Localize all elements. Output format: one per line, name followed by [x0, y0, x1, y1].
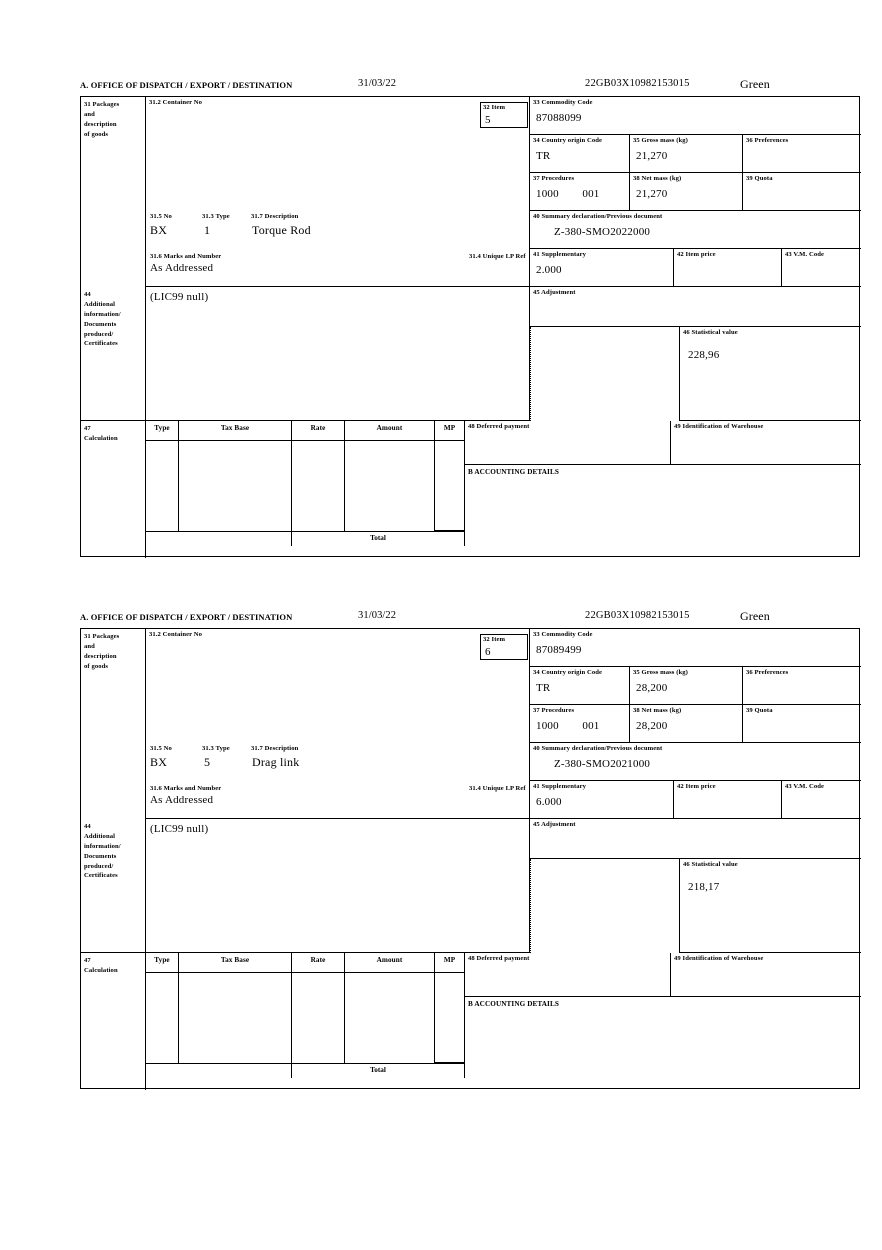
box-31-packages-label: 31 Packages and description of goods	[81, 97, 146, 287]
packages-description-value: Torque Rod	[252, 223, 311, 237]
vm-code-label-2: 43 V.M. Code	[785, 783, 825, 790]
item-price-label: 42 Item price	[677, 251, 716, 258]
calc-col-amount	[345, 441, 435, 531]
box-34-country-origin-2	[530, 667, 630, 705]
calc-header-mp-2: MP	[435, 953, 465, 973]
declaration-sheet-2	[80, 610, 862, 1089]
previous-document-value: Z-380-SMO2022000	[554, 226, 651, 238]
country-origin-label: 34 Country origin Code	[533, 137, 603, 144]
declaration-sheet-1	[80, 78, 862, 557]
box-41-supplementary	[530, 249, 674, 287]
box-44-label: 44 Additional information/ Documents produced/ Certificates	[81, 287, 146, 421]
calc-header-type: Type	[146, 421, 179, 441]
unique-ip-ref-label: 31.4 Unique I.P Ref	[469, 253, 526, 260]
vm-code-label: 43 V.M. Code	[785, 251, 825, 258]
item-label-2: 32 Item	[483, 636, 506, 643]
deferred-payment-label-2: 48 Deferred payment	[468, 955, 530, 962]
calc-total-left	[146, 531, 292, 546]
box-40-previous-document-2	[530, 743, 861, 781]
box-31-packages-area	[146, 97, 530, 287]
commodity-code-label: 33 Commodity Code	[533, 99, 593, 106]
adjustment-label: 45 Adjustment	[533, 289, 576, 296]
calc-header-mp: MP	[435, 421, 465, 441]
previous-document-value-2: Z-380-SMO2021000	[554, 758, 651, 770]
box-41-supplementary-2	[530, 781, 674, 819]
office-of-dispatch-label-2: A. OFFICE OF DISPATCH / EXPORT / DESTINATION	[80, 612, 293, 622]
box-44-additional-information-2	[146, 819, 530, 953]
deferred-payment-label: 48 Deferred payment	[468, 423, 530, 430]
packages-description-label: 31.7 Description	[251, 213, 299, 220]
box-32-item	[480, 102, 528, 128]
box-39-quota	[743, 173, 861, 211]
commodity-code-value: 87088099	[536, 112, 582, 124]
office-of-dispatch-label: A. OFFICE OF DISPATCH / EXPORT / DESTINATION	[80, 80, 293, 90]
box-35-gross-mass-2	[630, 667, 743, 705]
gross-mass-value-2: 28,200	[636, 682, 668, 694]
box-48-deferred-payment	[465, 421, 671, 465]
route-lane-status: Green	[740, 77, 770, 91]
packages-no-label: 31.5 No	[150, 213, 172, 220]
box-49-warehouse-2	[671, 953, 861, 997]
box-31-packages-label-2: 31 Packages and description of goods	[81, 629, 146, 819]
box-40-previous-document	[530, 211, 861, 249]
box-44-label-2: 44 Additional information/ Documents produced/ Certificates	[81, 819, 146, 953]
box-38-net-mass	[630, 173, 743, 211]
net-mass-value-2: 28,200	[636, 720, 668, 732]
box-47-label-2: 47 Calculation	[81, 953, 146, 1090]
box-31-packages-area-2	[146, 629, 530, 819]
container-no-label-2: 31.2 Container No	[149, 631, 203, 638]
gross-mass-value: 21,270	[636, 150, 668, 162]
calc-total-label-2: Total	[370, 1066, 386, 1074]
packages-type-label-2: 31.3 Type	[202, 745, 230, 752]
box-46-statistical-value-2	[679, 859, 861, 953]
country-origin-label-2: 34 Country origin Code	[533, 669, 603, 676]
country-origin-value: TR	[536, 150, 551, 162]
box-32-item-2	[480, 634, 528, 660]
packages-no-label-2: 31.5 No	[150, 745, 172, 752]
box-46-statistical-value	[679, 327, 861, 421]
movement-reference-number: 22GB03X10982153015	[585, 78, 690, 89]
commodity-code-label-2: 33 Commodity Code	[533, 631, 593, 638]
calc-col-rate-2	[292, 973, 345, 1063]
procedures-value: 1000 001	[536, 188, 600, 200]
previous-document-label-2: 40 Summary declaration/Previous document	[533, 745, 663, 752]
declaration-date: 31/03/22	[358, 78, 397, 89]
item-number-value: 5	[485, 114, 491, 126]
packages-type-value: 1	[204, 223, 211, 237]
statistical-value-label-2: 46 Statistical value	[683, 861, 738, 868]
warehouse-label-2: 49 Identification of Warehouse	[674, 955, 764, 962]
statistical-value-amount-2: 218,17	[688, 881, 720, 893]
box-b-accounting-details-2	[465, 997, 861, 1090]
calc-header-rate-2: Rate	[292, 953, 345, 973]
preferences-label-2: 36 Preferences	[746, 669, 789, 676]
calc-col-type	[146, 441, 179, 531]
supplementary-label: 41 Supplementary	[533, 251, 587, 258]
sheet-header-2	[80, 610, 862, 628]
quota-label: 39 Quota	[746, 175, 773, 182]
box-44-additional-information	[146, 287, 530, 421]
box-46-dotted-divider-2	[530, 859, 531, 953]
net-mass-value: 21,270	[636, 188, 668, 200]
calc-header-type-2: Type	[146, 953, 179, 973]
box-43-vm-code	[782, 249, 861, 287]
box-33-commodity-code-2	[530, 629, 861, 667]
box-43-vm-code-2	[782, 781, 861, 819]
item-number-value-2: 6	[485, 646, 491, 658]
calc-total-cell	[292, 531, 465, 546]
country-origin-value-2: TR	[536, 682, 551, 694]
gross-mass-label-2: 35 Gross mass (kg)	[633, 669, 688, 676]
box-47-label: 47 Calculation	[81, 421, 146, 558]
route-lane-status-2: Green	[740, 609, 770, 623]
calc-col-taxbase-2	[179, 973, 292, 1063]
procedures-value-2: 1000 001	[536, 720, 600, 732]
accounting-details-label-2: B ACCOUNTING DETAILS	[468, 1000, 559, 1008]
calc-total-label: Total	[370, 534, 386, 542]
statistical-value-amount: 228,96	[688, 349, 720, 361]
box-36-preferences	[743, 135, 861, 173]
statistical-value-label: 46 Statistical value	[683, 329, 738, 336]
box-45-adjustment-2	[530, 819, 861, 859]
gross-mass-label: 35 Gross mass (kg)	[633, 137, 688, 144]
calc-header-rate: Rate	[292, 421, 345, 441]
box-42-item-price-2	[674, 781, 782, 819]
marks-and-number-value: As Addressed	[150, 262, 214, 274]
calc-header-amount-2: Amount	[345, 953, 435, 973]
calc-col-rate	[292, 441, 345, 531]
packages-no-value-2: BX	[150, 755, 168, 769]
calc-header-taxbase-2: Tax Base	[179, 953, 292, 973]
supplementary-value-2: 6.000	[536, 796, 562, 808]
preferences-label: 36 Preferences	[746, 137, 789, 144]
warehouse-label: 49 Identification of Warehouse	[674, 423, 764, 430]
calc-col-taxbase	[179, 441, 292, 531]
unique-ip-ref-label-2: 31.4 Unique I.P Ref	[469, 785, 526, 792]
additional-information-value: (LIC99 null)	[150, 291, 209, 303]
supplementary-value: 2.000	[536, 264, 562, 276]
box-39-quota-2	[743, 705, 861, 743]
calc-header-amount: Amount	[345, 421, 435, 441]
movement-reference-number-2: 22GB03X10982153015	[585, 610, 690, 621]
declaration-box	[80, 96, 860, 557]
calc-total-cell-2	[292, 1063, 465, 1078]
calc-col-type-2	[146, 973, 179, 1063]
box-42-item-price	[674, 249, 782, 287]
calc-header-taxbase: Tax Base	[179, 421, 292, 441]
commodity-code-value-2: 87089499	[536, 644, 582, 656]
box-37-procedures	[530, 173, 630, 211]
container-no-label: 31.2 Container No	[149, 99, 203, 106]
net-mass-label: 38 Net mass (kg)	[633, 175, 682, 182]
calc-col-amount-2	[345, 973, 435, 1063]
declaration-date-2: 31/03/22	[358, 610, 397, 621]
packages-description-label-2: 31.7 Description	[251, 745, 299, 752]
calc-col-mp-2	[435, 973, 465, 1063]
box-35-gross-mass	[630, 135, 743, 173]
packages-type-value-2: 5	[204, 755, 211, 769]
previous-document-label: 40 Summary declaration/Previous document	[533, 213, 663, 220]
calc-total-left-2	[146, 1063, 292, 1078]
box-37-procedures-2	[530, 705, 630, 743]
accounting-details-label: B ACCOUNTING DETAILS	[468, 468, 559, 476]
item-label: 32 Item	[483, 104, 506, 111]
adjustment-label-2: 45 Adjustment	[533, 821, 576, 828]
box-46-dotted-divider	[530, 327, 531, 421]
procedures-label: 37 Procedures	[533, 175, 575, 182]
calc-col-mp	[435, 441, 465, 531]
box-48-deferred-payment-2	[465, 953, 671, 997]
sheet-header	[80, 78, 862, 96]
declaration-box-2	[80, 628, 860, 1089]
marks-and-number-label-2: 31.6 Marks and Number	[150, 785, 222, 792]
marks-and-number-label: 31.6 Marks and Number	[150, 253, 222, 260]
box-b-accounting-details	[465, 465, 861, 558]
box-34-country-origin	[530, 135, 630, 173]
net-mass-label-2: 38 Net mass (kg)	[633, 707, 682, 714]
box-33-commodity-code	[530, 97, 861, 135]
packages-no-value: BX	[150, 223, 168, 237]
procedures-label-2: 37 Procedures	[533, 707, 575, 714]
box-45-adjustment	[530, 287, 861, 327]
packages-type-label: 31.3 Type	[202, 213, 230, 220]
marks-and-number-value-2: As Addressed	[150, 794, 214, 806]
packages-description-value-2: Drag link	[252, 755, 300, 769]
supplementary-label-2: 41 Supplementary	[533, 783, 587, 790]
box-49-warehouse	[671, 421, 861, 465]
box-36-preferences-2	[743, 667, 861, 705]
box-38-net-mass-2	[630, 705, 743, 743]
item-price-label-2: 42 Item price	[677, 783, 716, 790]
quota-label-2: 39 Quota	[746, 707, 773, 714]
additional-information-value-2: (LIC99 null)	[150, 823, 209, 835]
